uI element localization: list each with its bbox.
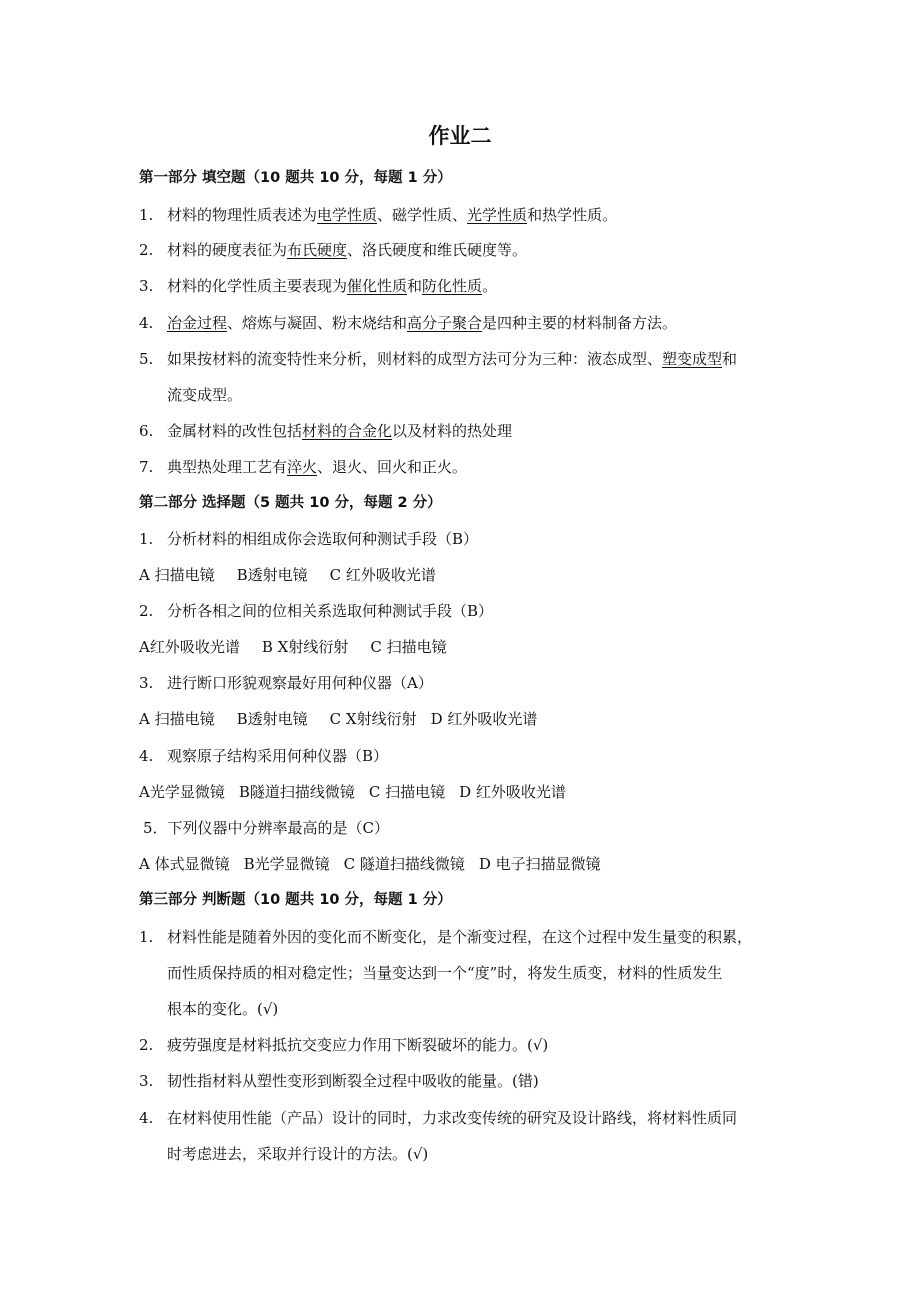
answer-blank: 光学性质 bbox=[467, 206, 528, 224]
part3-q4-cont: 时考虑进去，采取并行设计的方法。(√) bbox=[167, 1145, 429, 1163]
part2-q3-options bbox=[139, 709, 537, 729]
q-text: 、磁学性质、 bbox=[377, 206, 468, 224]
q-text: 韧性指材料从塑性变形到断裂全过程中吸收的能量。(错) bbox=[167, 1072, 539, 1090]
part3-q4 bbox=[139, 1108, 737, 1128]
part1-q5-cont: 流变成型。 bbox=[167, 386, 243, 404]
q-text: 材料性能是随着外因的变化而不断变化，是个渐变过程，在这个过程中发生量变的积累， bbox=[167, 928, 753, 946]
option-a: A红外吸收光谱 bbox=[139, 638, 240, 656]
part1-q3 bbox=[139, 276, 497, 296]
q-text: 、熔炼与凝固、粉末烧结和 bbox=[227, 314, 408, 332]
part2-heading: 第二部分 选择题（5 题共 10 分，每题 2 分） bbox=[139, 495, 442, 511]
q-number: 3. bbox=[139, 674, 154, 692]
part3-heading: 第三部分 判断题（10 题共 10 分，每题 1 分） bbox=[139, 892, 452, 908]
q-text: 材料的物理性质表述为 bbox=[167, 206, 318, 224]
answer-blank: 布氏硬度 bbox=[287, 241, 348, 259]
answer-blank: 淬火 bbox=[287, 458, 318, 476]
part1-q7 bbox=[139, 457, 467, 477]
part3-q1-cont1: 而性质保持质的相对稳定性；当量变达到一个“度”时，将发生质变，材料的性质发生 bbox=[167, 964, 723, 982]
q-text: 如果按材料的流变特性来分析，则材料的成型方法可分为三种：液态成型、 bbox=[167, 350, 663, 368]
q-number: 6. bbox=[139, 422, 154, 440]
option-c: C 隧道扫描线微镜 bbox=[343, 855, 465, 873]
answer-blank: 催化性质 bbox=[347, 277, 408, 295]
part2-q3 bbox=[139, 673, 433, 693]
part2-q2 bbox=[139, 601, 493, 621]
q-number: 7. bbox=[139, 458, 154, 476]
option-d: D 红外吸收光谱 bbox=[459, 783, 566, 801]
q-text: 、洛氏硬度和维氏硬度等。 bbox=[347, 241, 528, 259]
q-number: 4. bbox=[139, 314, 154, 332]
part1-q4 bbox=[139, 313, 677, 333]
option-b: B透射电镜 bbox=[236, 566, 308, 584]
option-c: C X射线衍射 bbox=[329, 710, 417, 728]
q-text: 是四种主要的材料制备方法。 bbox=[482, 314, 678, 332]
answer-blank: 塑变成型 bbox=[662, 350, 723, 368]
answer-blank: 冶金过程 bbox=[167, 314, 228, 332]
part3-q1 bbox=[139, 927, 752, 947]
q-text: 分析材料的相组成你会选取何种测试手段（B） bbox=[167, 530, 479, 548]
option-d: D 电子扫描显微镜 bbox=[478, 855, 601, 873]
part2-q1 bbox=[139, 529, 478, 549]
option-c: C 红外吸收光谱 bbox=[329, 566, 436, 584]
part2-q1-options bbox=[139, 565, 436, 585]
q-text: 观察原子结构采用何种仪器（B） bbox=[167, 747, 389, 765]
part2-q5 bbox=[143, 818, 389, 838]
option-a: A 扫描电镜 bbox=[139, 710, 215, 728]
q-text: 典型热处理工艺有 bbox=[167, 458, 288, 476]
q-number: 4. bbox=[139, 747, 154, 765]
q-number: 4. bbox=[139, 1109, 154, 1127]
q-text: 、退火、回火和正火。 bbox=[317, 458, 468, 476]
answer-blank: 防化性质 bbox=[422, 277, 483, 295]
option-c: C 扫描电镜 bbox=[370, 638, 447, 656]
option-b: B隧道扫描线微镜 bbox=[238, 783, 355, 801]
option-a: A 体式显微镜 bbox=[139, 855, 230, 873]
part2-q4 bbox=[139, 746, 388, 766]
part2-q4-options bbox=[139, 782, 566, 802]
option-b: B X射线衍射 bbox=[261, 638, 349, 656]
q-number: 2. bbox=[139, 602, 154, 620]
q-text: 金属材料的改性包括 bbox=[167, 422, 303, 440]
part2-q2-options bbox=[139, 637, 447, 657]
part1-q5 bbox=[139, 349, 737, 369]
q-text: 材料的硬度表征为 bbox=[167, 241, 288, 259]
q-text: 在材料使用性能（产品）设计的同时，力求改变传统的研究及设计路线，将材料性质同 bbox=[167, 1109, 738, 1127]
q-text: 疲劳强度是材料抵抗交变应力作用下断裂破坏的能力。(√) bbox=[167, 1036, 549, 1054]
q-number: 1. bbox=[139, 928, 154, 946]
q-text: 和热学性质。 bbox=[527, 206, 618, 224]
part1-heading: 第一部分 填空题（10 题共 10 分，每题 1 分） bbox=[139, 170, 452, 186]
q-text: 和 bbox=[722, 350, 738, 368]
part3-q1-cont2: 根本的变化。(√) bbox=[167, 1000, 279, 1018]
q-number: 5. bbox=[139, 350, 154, 368]
option-a: A 扫描电镜 bbox=[139, 566, 215, 584]
answer-blank: 材料的合金化 bbox=[302, 422, 393, 440]
q-number: 5． bbox=[143, 819, 168, 837]
q-text: 下列仪器中分辨率最高的是（C） bbox=[167, 819, 390, 837]
q-text: 分析各相之间的位相关系选取何种测试手段（B） bbox=[167, 602, 494, 620]
q-number: 1. bbox=[139, 530, 154, 548]
option-d: D 红外吸收光谱 bbox=[430, 710, 538, 728]
q-number: 2. bbox=[139, 1036, 154, 1054]
q-number: 2. bbox=[139, 241, 154, 259]
q-number: 1. bbox=[139, 206, 154, 224]
q-number: 3. bbox=[139, 1072, 154, 1090]
q-text: 进行断口形貌观察最好用何种仪器（A） bbox=[167, 674, 433, 692]
option-a: A光学显微镜 bbox=[139, 783, 225, 801]
option-b: B透射电镜 bbox=[236, 710, 308, 728]
q-text: 和 bbox=[407, 277, 423, 295]
option-b: B光学显微镜 bbox=[243, 855, 330, 873]
answer-blank: 电学性质 bbox=[317, 206, 378, 224]
q-number: 3. bbox=[139, 277, 154, 295]
part1-q1 bbox=[139, 205, 617, 225]
part3-q3 bbox=[139, 1071, 539, 1091]
part1-q6 bbox=[139, 421, 512, 441]
part2-q5-options bbox=[139, 854, 601, 874]
page-title: 作业二 bbox=[428, 124, 492, 148]
option-c: C 扫描电镜 bbox=[368, 783, 446, 801]
part3-q2 bbox=[139, 1035, 548, 1055]
part1-q2 bbox=[139, 240, 527, 260]
q-text: 以及材料的热处理 bbox=[392, 422, 513, 440]
answer-blank: 高分子聚合 bbox=[407, 314, 483, 332]
q-text: 材料的化学性质主要表现为 bbox=[167, 277, 348, 295]
q-text: 。 bbox=[482, 277, 498, 295]
